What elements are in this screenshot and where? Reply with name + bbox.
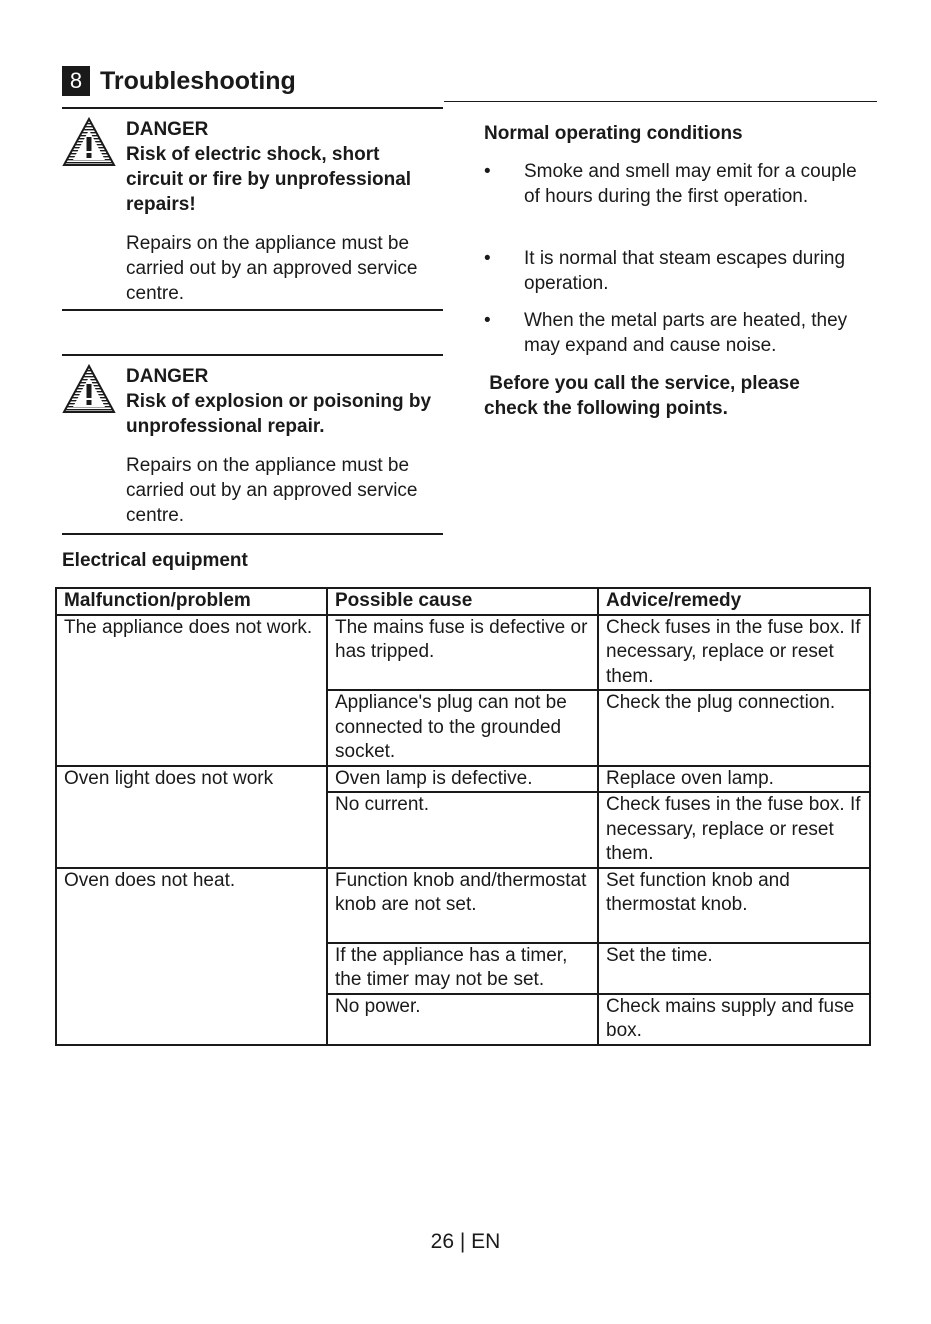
danger-heading: Risk of explosion or poisoning by unprofessional repair. <box>126 391 432 437</box>
list-item-text: Smoke and smell may emit for a couple of hours during the first operation. <box>524 161 857 207</box>
cause-cell: No current. <box>327 792 598 868</box>
problem-cell: The appliance does not work. <box>56 615 327 766</box>
bullet-icon: • <box>484 248 491 269</box>
column-header-remedy: Advice/remedy <box>598 588 870 615</box>
cause-cell: The mains fuse is defective or has tripped. <box>327 615 598 691</box>
danger-body: Repairs on the appliance must be carried out by an approved service centre. <box>126 455 418 526</box>
bullet-icon: • <box>484 161 491 182</box>
list-item <box>484 308 874 358</box>
table-header-row <box>56 588 870 615</box>
danger-box-explosion <box>62 354 443 535</box>
remedy-cell: Check fuses in the fuse box. If necessary, replace or reset them. <box>598 615 870 691</box>
danger-heading: Risk of electric shock, short circuit or fire by unprofessional repairs! <box>126 144 412 215</box>
column-header-cause: Possible cause <box>327 588 598 615</box>
table-row <box>56 766 870 793</box>
remedy-cell: Check mains supply and fuse box. <box>598 994 870 1045</box>
remedy-cell: Check fuses in the fuse box. If necessary, replace or reset them. <box>598 792 870 868</box>
before-call-note: Before you call the service, please check the following points. <box>484 373 806 419</box>
cause-cell: Appliance's plug can not be connected to the grounded socket. <box>327 690 598 766</box>
remedy-cell: Set function knob and thermostat knob. <box>598 868 870 943</box>
remedy-cell: Check the plug connection. <box>598 690 870 766</box>
danger-body: Repairs on the appliance must be carried out by an approved service centre. <box>126 233 418 304</box>
danger-box-electric <box>62 107 443 311</box>
list-item-text: When the metal parts are heated, they may expand and cause noise. <box>524 310 848 356</box>
cause-cell: No power. <box>327 994 598 1045</box>
warning-triangle-icon <box>62 364 116 414</box>
warning-triangle-icon <box>62 117 116 167</box>
remedy-cell: Replace oven lamp. <box>598 766 870 793</box>
problem-cell: Oven light does not work <box>56 766 327 868</box>
cause-cell: Oven lamp is defective. <box>327 766 598 793</box>
problem-cell: Oven does not heat. <box>56 868 327 1045</box>
header-divider <box>444 101 877 102</box>
danger-title: DANGER <box>126 366 209 387</box>
table-row <box>56 615 870 691</box>
danger-title: DANGER <box>126 119 209 140</box>
bullet-icon: • <box>484 310 491 331</box>
normal-conditions-title: Normal operating conditions <box>484 123 743 144</box>
column-header-problem: Malfunction/problem <box>56 588 327 615</box>
cause-cell: If the appliance has a timer, the timer may not be set. <box>327 943 598 994</box>
page-title: Troubleshooting <box>100 67 296 95</box>
cause-cell: Function knob and/thermostat knob are not set. <box>327 868 598 943</box>
remedy-cell: Set the time. <box>598 943 870 994</box>
troubleshooting-table <box>55 587 871 1046</box>
list-item <box>484 246 874 296</box>
electrical-section-title: Electrical equipment <box>62 550 248 571</box>
table-row <box>56 868 870 943</box>
page-number: 26 | EN <box>430 1230 501 1253</box>
list-item <box>484 159 874 234</box>
list-item-text: It is normal that steam escapes during operation. <box>524 248 846 294</box>
section-number-badge: 8 <box>62 66 90 96</box>
